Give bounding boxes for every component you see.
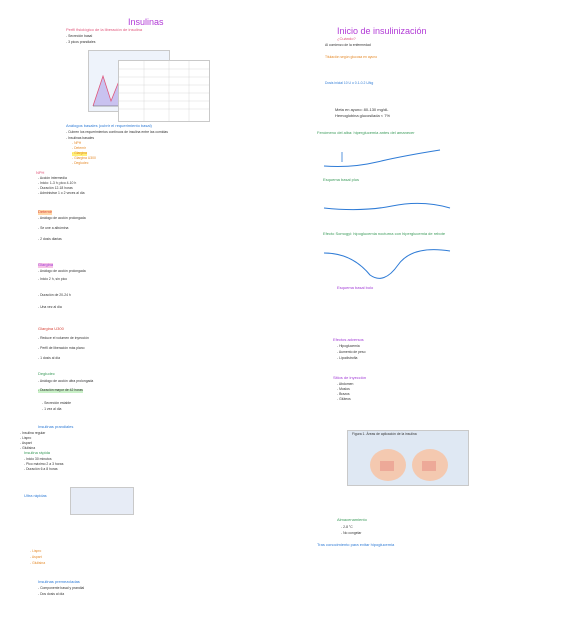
basal-line-2: - Insulinas basales: [66, 136, 95, 140]
nph-item-1: - Acción intermedia: [38, 176, 67, 180]
premix-item-1: - Componente basal y prandial: [38, 586, 85, 590]
degludec-label: Degludec: [38, 371, 55, 376]
side-item-1: - Hipoglucemia: [337, 344, 360, 348]
basal-line-6: - Glargina U300: [72, 156, 96, 160]
detemir-item-2: - Se une a albúmina: [38, 226, 69, 230]
glargina300-item-2: - Perfil de liberación más plano: [38, 346, 85, 350]
right-item-1: ¿Cuándo?: [337, 36, 356, 41]
somogyi-curve: [322, 245, 452, 285]
right-item-5: Meta en ayuno: 80-130 mg/dL: [335, 107, 389, 112]
table-grid: [119, 61, 209, 121]
basal-plus-curve: [322, 198, 452, 218]
prandial-item-1: - Insulina regular: [20, 431, 46, 435]
intro-1: - Secreción basal: [66, 34, 93, 38]
basal-bolus: Esquema basal bolo: [337, 285, 374, 290]
prandial-item-3: - Aspart: [20, 441, 32, 445]
insulinizacion-title: Inicio de insulinización: [337, 26, 427, 36]
right-item-4: Titulación según glucosa en ayuno: [325, 55, 378, 59]
ultra-item-3: - Glulisina: [30, 561, 46, 565]
somogyi: Efecto Somogyi: hipoglucemia nocturna con hiperglucemia de rebote: [323, 231, 446, 236]
detemir-item-3: - 2 dosis diarias: [38, 237, 62, 241]
figure-caption: Figura 1. Áreas de aplicación de la insulina: [352, 432, 417, 436]
right-item-6: Hemoglobina glucosilada < 7%: [335, 113, 391, 118]
glargina-item-3: - Duración de 20-24 h: [38, 293, 71, 297]
degludec-item-1: - Análogo de acción ultra prolongada: [38, 379, 94, 383]
left-column: [0, 0, 286, 640]
right-item-2: Al comienzo de la enfermedad: [325, 43, 371, 47]
prandial-heading: Insulinas prandiales: [38, 424, 74, 429]
basal-line-7: - Degludec: [72, 161, 89, 165]
glargina-label: Glargina: [38, 262, 54, 267]
nph-label: NPH: [36, 170, 45, 175]
premix-item-2: - Dos dosis al día: [38, 592, 65, 596]
dawn-phenomenon: Fenómeno del alba: hiperglucemia antes del amanecer: [317, 130, 415, 135]
ultra-heading: Ultra rápidas: [24, 493, 47, 498]
basal-line-1: - Cubren los requerimientos continuos de insulina entre las comidas: [66, 130, 168, 134]
right-item-3: Dosis inicial 10 U o 0.1-0.2 U/kg: [325, 81, 374, 85]
right-column: [287, 0, 573, 640]
sites-heading: Sitios de inyección: [333, 375, 367, 380]
degludec-item-2: - Duración mayor de 42 horas: [38, 388, 83, 392]
ultra-figure: [70, 487, 134, 515]
basal-heading: Análogos basales (cubrir el requerimiento basal): [66, 123, 152, 128]
subtitle: Perfil fisiológico de la liberación de insulina: [66, 27, 143, 32]
glargina300-label: Glargina U300: [38, 326, 64, 331]
side-heading: Efectos adversos: [333, 337, 364, 342]
nph-item-3: - Duración 12-18 horas: [38, 186, 73, 190]
site-4: - Glúteos: [337, 397, 351, 401]
basal-plus: Esquema basal plus: [323, 177, 360, 182]
premix-heading: Insulinas premezcladas: [38, 579, 80, 584]
glargina-item-4: - Una vez al día: [38, 305, 62, 309]
ultra-item-2: - Aspart: [30, 555, 42, 559]
basal-line-4: - Detemir: [72, 146, 86, 150]
injection-figure: [347, 430, 469, 486]
rapid-item-3: - Duración 6 a 8 horas: [24, 467, 58, 471]
site-1: - Abdomen: [337, 382, 354, 386]
intro-2: - 3 picos prandiales: [66, 40, 96, 44]
rapid-heading: Insulina rápida: [24, 450, 51, 455]
side-item-3: - Lipodistrofia: [337, 356, 358, 360]
site-2: - Muslos: [337, 387, 350, 391]
basal-line-3: - NPH: [72, 141, 82, 145]
detemir-item-1: - Análogo de acción prolongada: [38, 216, 86, 220]
glargina-item-1: - Análogo de acción prolongada: [38, 269, 86, 273]
final-note: Tras conocimiento para evitar hipoglucemia: [317, 542, 395, 547]
degludec-item-4: - 1 vez al día: [42, 407, 62, 411]
rapid-item-2: - Pico máximo 2 a 3 horas: [24, 462, 64, 466]
prandial-item-4: - Glulisina: [20, 446, 36, 450]
nph-item-4: - Administrar 1 o 2 veces al día: [38, 191, 85, 195]
glargina-item-2: - Inicio 2 h, sin pico: [38, 277, 68, 281]
side-item-2: - Aumento de peso: [337, 350, 366, 354]
storage-2: - No congelar: [341, 531, 362, 535]
insulinas-title: Insulinas: [128, 17, 164, 27]
basal-line-5: - Glargina: [72, 151, 87, 155]
dawn-curve: [322, 146, 442, 176]
glargina300-item-1: - Reduce el volumen de inyección: [38, 336, 89, 340]
degludec-item-3: - Secreción estable: [42, 401, 72, 405]
glargina300-item-3: - 1 dosis al día: [38, 356, 61, 360]
body-figure: [348, 431, 468, 485]
storage-1: - 2-8 °C: [341, 525, 353, 529]
detemir-label: Detemir: [38, 209, 53, 214]
site-3: - Brazos: [337, 392, 350, 396]
insulin-table: [118, 60, 210, 122]
nph-item-2: - Inicio: 1-3 h; pico 4-10 h: [38, 181, 77, 185]
rapid-item-1: - Inicio 30 minutos: [24, 457, 52, 461]
storage-heading: Almacenamiento: [337, 517, 367, 522]
ultra-item-1: - Lispro: [30, 549, 42, 553]
prandial-item-2: - Lispro: [20, 436, 32, 440]
